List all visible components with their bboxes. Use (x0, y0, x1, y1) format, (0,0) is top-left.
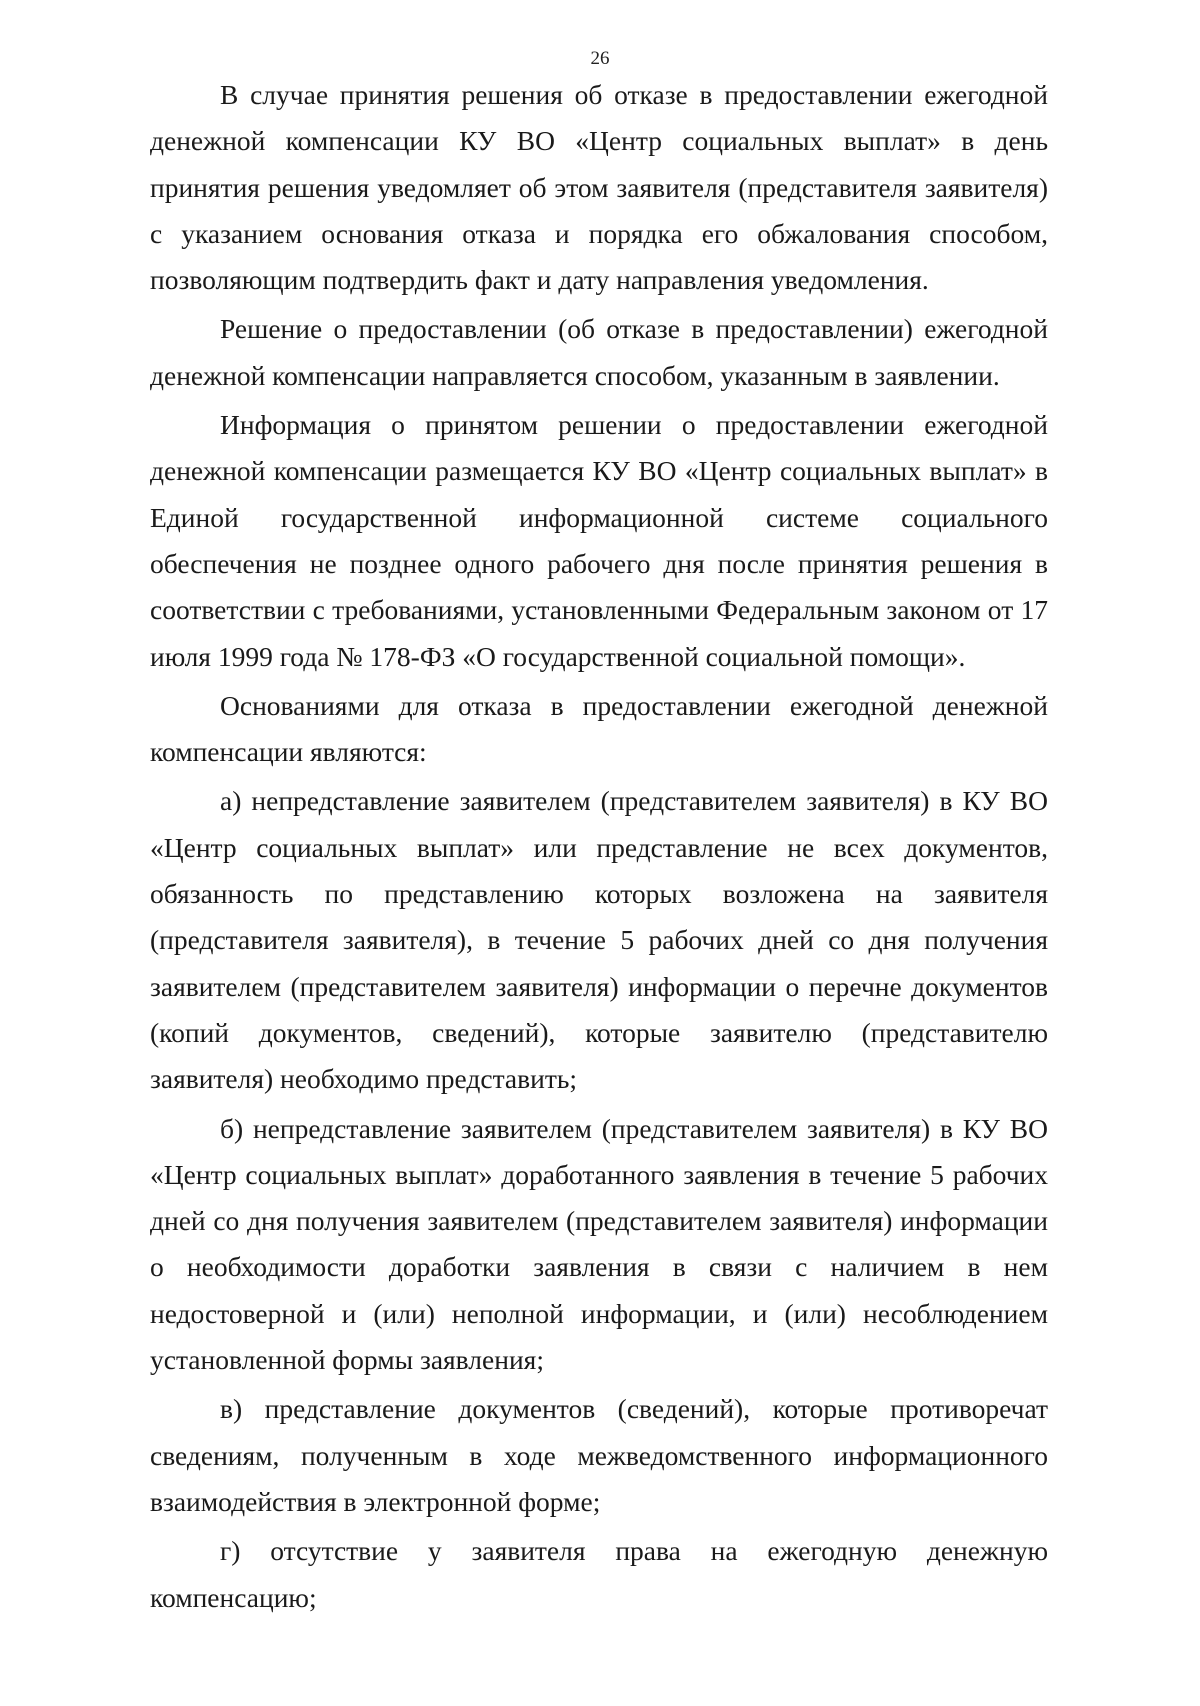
paragraph-refusal-notification: В случае принятия решения об отказе в предоставлении ежегодной денежной компенсации КУ ВО «Центр социальных выплат» в день принятия решения уведомляет об этом заявителя (представителя заявителя) с указанием основания отказа и порядка его обжалования способом, позволяющим подтвердить факт и дату направления уведомления. (150, 79, 1048, 296)
page-number: 26 (590, 48, 610, 69)
list-item-a: а) непредставление заявителем (представителем заявителя) в КУ ВО «Центр социальных выплат» или представление не всех документов, обязанность по представлению которых возложена на заявителя (представителя заявителя), в течение 5 рабочих дней со дня получения заявителем (представителем заявителя) информации о перечне документов (копий документов, сведений), которые заявителю (представителю заявителя) необходимо представить; (150, 785, 1048, 1095)
paragraph-egisso-publication: Информация о принятом решении о предоставлении ежегодной денежной компенсации размещается КУ ВО «Центр социальных выплат» в Единой государственной информационной системе социального обеспечения не позднее одного рабочего дня после принятия решения в соответствии с требованиями, установленными Федеральным законом от 17 июля 1999 года № 178-ФЗ «О государственной социальной помощи». (150, 409, 1048, 672)
paragraph-refusal-grounds-intro: Основаниями для отказа в предоставлении ежегодной денежной компенсации являются: (150, 689, 1048, 768)
list-item-v: в) представление документов (сведений), которые противоречат сведениям, полученным в ходе межведомственного информационного взаимодействия в электронной форме; (150, 1393, 1048, 1517)
list-item-b: б) непредставление заявителем (представителем заявителя) в КУ ВО «Центр социальных выплат» доработанного заявления в течение 5 рабочих дней со дня получения заявителем (представителем заявителя) информации о необходимости доработки заявления в связи с наличием в нем недостоверной и (или) неполной информации, и (или) несоблюдением установленной формы заявления; (150, 1112, 1048, 1376)
paragraph-decision-delivery: Решение о предоставлении (об отказе в предоставлении) ежегодной денежной компенсации направляется способом, указанным в заявлении. (150, 313, 1048, 391)
document-body (150, 72, 1048, 1621)
list-item-g: г) отсутствие у заявителя права на ежегодную денежную компенсацию; (150, 1535, 1048, 1613)
